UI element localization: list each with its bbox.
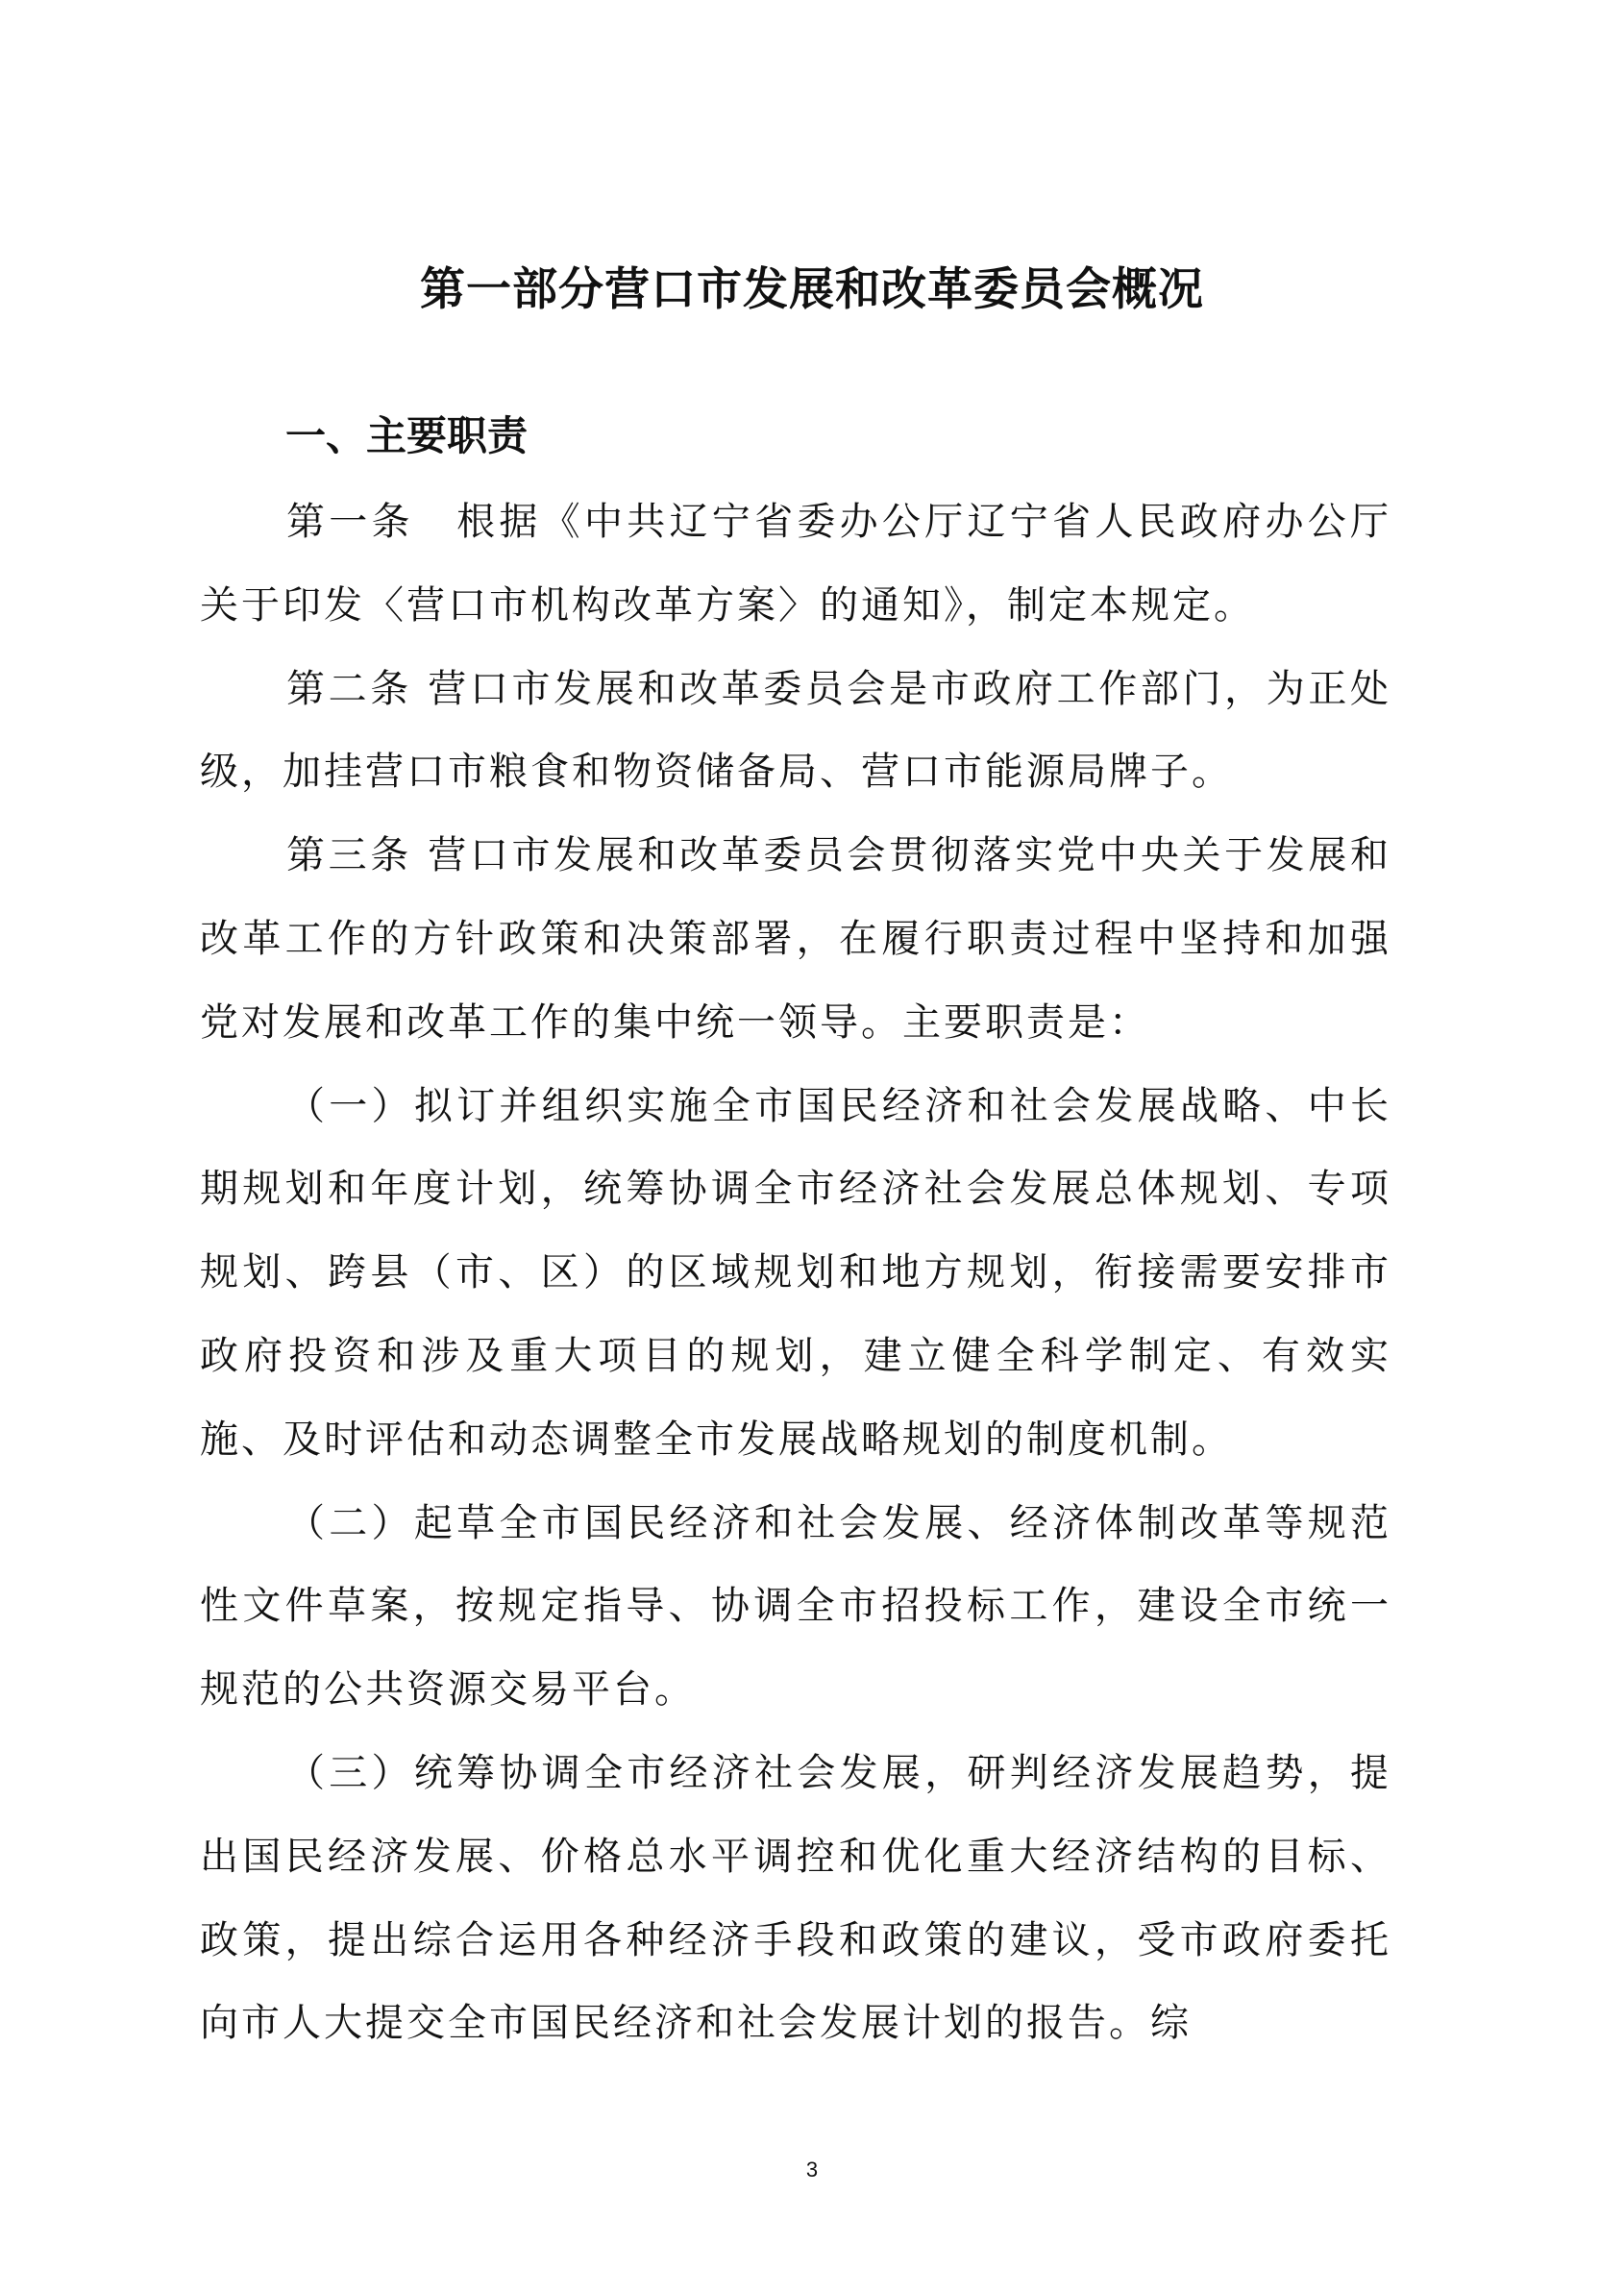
paragraph-duty-2: （二）起草全市国民经济和社会发展、经济体制改革等规范性文件草案，按规定指导、协调全市招投标工作，建设全市统一规范的公共资源交易平台。: [200, 1500, 1391, 1713]
section-heading: 一、主要职责: [285, 412, 529, 459]
paragraph-article-2: 第二条 营口市发展和改革委员会是市政府工作部门，为正处级，加挂营口市粮食和物资储备局、营口市能源局牌子。: [200, 666, 1391, 795]
document-body: [200, 481, 1433, 2065]
page-number: 3: [805, 2157, 819, 2182]
paragraph-duty-3: （三）统筹协调全市经济社会发展，研判经济发展趋势，提出国民经济发展、价格总水平调控和优化重大经济结构的目标、政策，提出综合运用各种经济手段和政策的建议，受市政府委托向市人大提交全市国民经济和社会发展计划的报告。综: [200, 1750, 1391, 2046]
paragraph-article-1: 第一条 根据《中共辽宁省委办公厅辽宁省人民政府办公厅关于印发〈营口市机构改革方案〉的通知》，制定本规定。: [200, 500, 1391, 628]
paragraph-article-3: 第三条 营口市发展和改革委员会贯彻落实党中央关于发展和改革工作的方针政策和决策部署，在履行职责过程中坚持和加强党对发展和改革工作的集中统一领导。主要职责是：: [200, 833, 1391, 1045]
document-title: 第一部分营口市发展和改革委员会概况: [420, 263, 1204, 316]
paragraph-duty-1: （一）拟订并组织实施全市国民经济和社会发展战略、中长 期规划和年度计划，统筹协调全市经济社会发展总体规划、专项 规划、跨县（市、区）的区域规划和地方规划，衔接需要安排市政府投资和涉及重大项目的规划，建立健全科学制定、有效实施、及时评估和动态调整全市发展战略规划的制度机制。: [200, 1083, 1433, 1462]
